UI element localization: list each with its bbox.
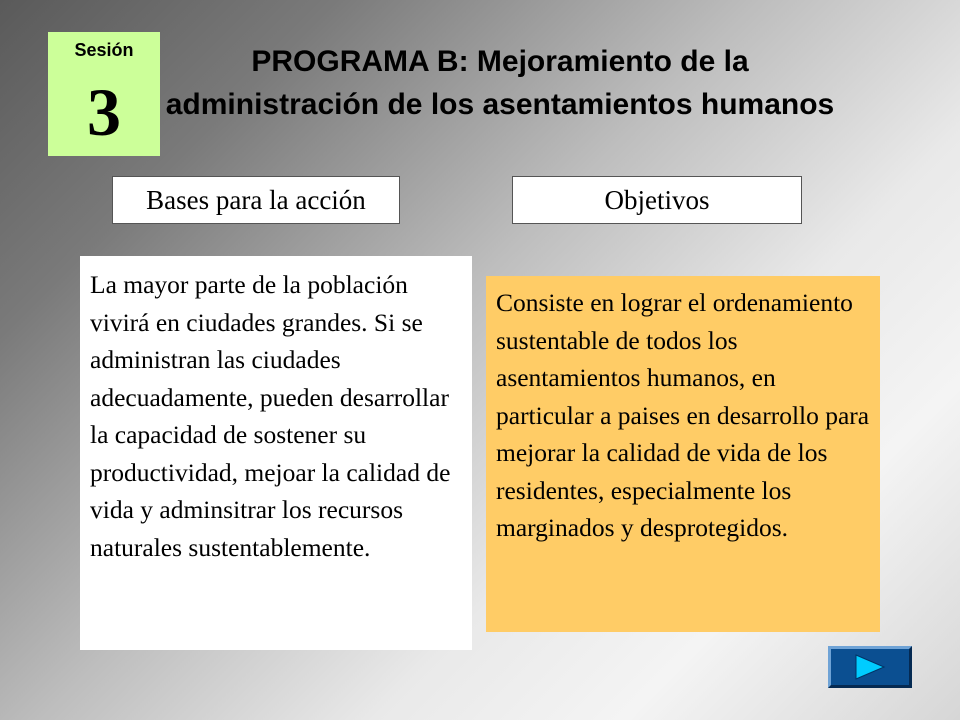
bases-text-box: La mayor parte de la población vivirá en ciudades grandes. Si se administran las ciudades adecuadamente, pueden desarrollar la capacidad de sostener su productividad, mejoar la calidad de vida y adminsitrar los recursos naturales sustentablemente. <box>80 256 472 650</box>
bases-heading: Bases para la acción <box>112 176 400 224</box>
play-triangle-icon <box>854 654 886 680</box>
objectives-heading: Objetivos <box>512 176 802 224</box>
session-label: Sesión <box>74 40 134 60</box>
session-number: 3 <box>87 74 121 150</box>
objectives-text-box: Consiste en lograr el ordenamiento sustentable de todos los asentamientos humanos, en particular a paises en desarrollo para mejorar la calidad de vida de los residentes, especialmente los marginados y desprotegidos. <box>486 276 880 632</box>
next-slide-button[interactable] <box>828 646 912 688</box>
page-title: PROGRAMA B: Mejoramiento de la administración de los asentamientos humanos <box>165 45 835 121</box>
session-badge <box>48 32 160 156</box>
